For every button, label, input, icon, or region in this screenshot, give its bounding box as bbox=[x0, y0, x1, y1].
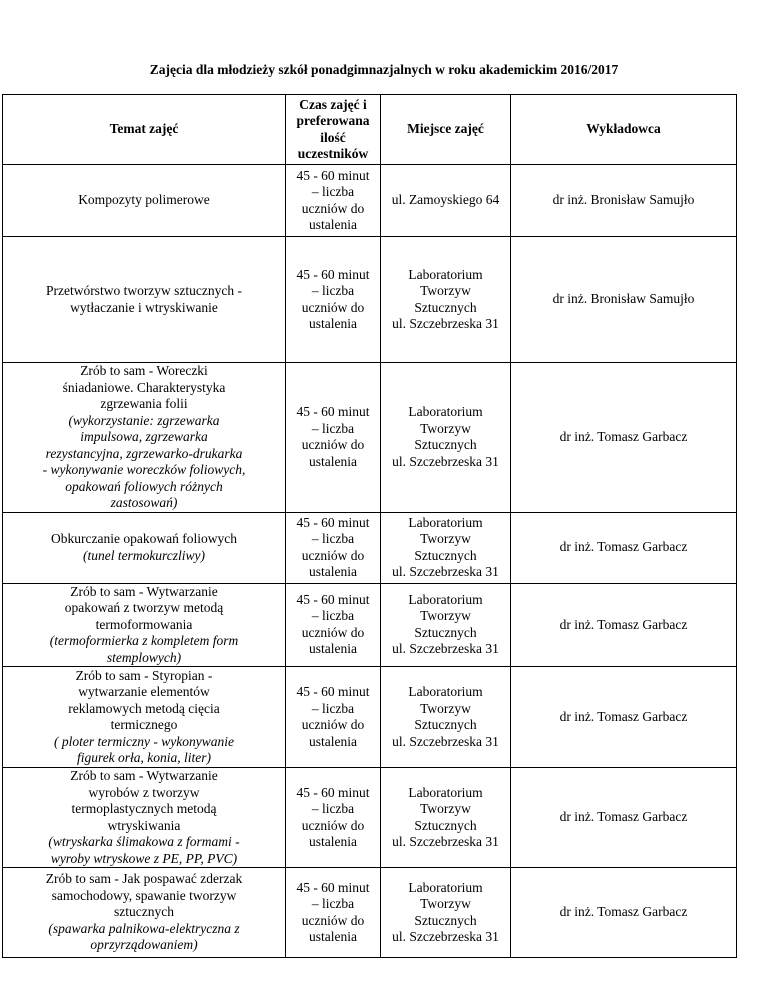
lecturer-cell: dr inż. Tomasz Garbacz bbox=[511, 363, 737, 513]
place-line: Tworzyw bbox=[420, 420, 471, 436]
place-cell bbox=[381, 165, 511, 237]
topic-line: reklamowych metodą cięcia bbox=[68, 700, 220, 716]
time-line: ustalenia bbox=[309, 929, 357, 944]
time-line: uczniów do bbox=[301, 817, 365, 833]
time-line: 45 - 60 minut bbox=[296, 404, 370, 420]
time-cell bbox=[286, 512, 381, 583]
place-line: Laboratorium bbox=[408, 591, 483, 607]
time-line: uczniów do bbox=[301, 437, 365, 453]
time-line: 45 - 60 minut bbox=[296, 684, 370, 699]
topic-note-line: zastosowań) bbox=[110, 495, 178, 510]
header-place: Miejsce zajęć bbox=[381, 95, 511, 165]
place-line: Tworzyw bbox=[420, 700, 471, 716]
topic-cell bbox=[3, 667, 286, 768]
topic-cell bbox=[3, 512, 286, 583]
place-line: Sztucznych bbox=[414, 299, 477, 315]
topic-line: Obkurczanie opakowań foliowych bbox=[51, 531, 237, 546]
lecturer-cell: dr inż. Tomasz Garbacz bbox=[511, 583, 737, 667]
topic-cell bbox=[3, 237, 286, 363]
time-cell bbox=[286, 363, 381, 513]
time-cell bbox=[286, 868, 381, 958]
table-row bbox=[3, 512, 737, 583]
topic-note-line: oprzyrządowaniem) bbox=[90, 937, 198, 953]
place-cell bbox=[381, 363, 511, 513]
topic-cell bbox=[3, 868, 286, 958]
lecturer-cell: dr inż. Bronisław Samujło bbox=[511, 237, 737, 363]
place-line: Laboratorium bbox=[408, 684, 483, 699]
time-line: – liczba bbox=[311, 801, 355, 816]
time-line: uczniów do bbox=[301, 912, 365, 928]
place-line: Sztucznych bbox=[414, 624, 477, 640]
time-line: 45 - 60 minut bbox=[296, 266, 370, 282]
place-line: Tworzyw bbox=[420, 801, 471, 816]
topic-cell bbox=[3, 768, 286, 868]
place-line: ul. Szczebrzeska 31 bbox=[392, 316, 499, 331]
topic-line: śniadaniowe. Charakterystyka bbox=[62, 379, 226, 395]
lecturer-cell: dr inż. Bronisław Samujło bbox=[511, 165, 737, 237]
time-line: – liczba bbox=[311, 184, 355, 199]
topic-line: wytwarzanie elementów bbox=[78, 684, 210, 699]
time-line: ustalenia bbox=[309, 316, 357, 331]
place-line: Laboratorium bbox=[408, 784, 483, 800]
topic-line: wtryskiwania bbox=[107, 817, 181, 833]
table-row bbox=[3, 768, 737, 868]
topic-line: termoformowania bbox=[95, 616, 193, 632]
topic-note-line: (termoformierka z kompletem form bbox=[49, 633, 239, 648]
header-time-line: uczestników bbox=[297, 146, 369, 161]
topic-line: zgrzewania folii bbox=[100, 396, 188, 411]
time-cell bbox=[286, 165, 381, 237]
header-lecturer: Wykładowca bbox=[511, 95, 737, 165]
place-line: Sztucznych bbox=[414, 817, 477, 833]
time-line: 45 - 60 minut bbox=[296, 879, 370, 895]
place-line: ul. Szczebrzeska 31 bbox=[392, 564, 499, 579]
time-line: – liczba bbox=[311, 531, 355, 546]
table-row bbox=[3, 363, 737, 513]
place-line: Tworzyw bbox=[420, 896, 471, 911]
topic-line: termoplastycznych metodą bbox=[71, 801, 217, 816]
schedule-table bbox=[2, 94, 737, 958]
time-line: – liczba bbox=[311, 896, 355, 911]
time-line: uczniów do bbox=[301, 717, 365, 732]
table-row bbox=[3, 667, 737, 768]
topic-cell bbox=[3, 583, 286, 667]
table-row bbox=[3, 165, 737, 237]
topic-cell bbox=[3, 165, 286, 237]
topic-note-line: (spawarka palnikowa-elektryczna z bbox=[48, 920, 240, 936]
topic-note-line: stemplowych) bbox=[106, 649, 182, 665]
table-row bbox=[3, 868, 737, 958]
lecturer-cell: dr inż. Tomasz Garbacz bbox=[511, 868, 737, 958]
place-line: Laboratorium bbox=[408, 266, 483, 282]
topic-note-line: ( ploter termiczny - wykonywanie bbox=[54, 733, 234, 749]
topic-line: sztucznych bbox=[114, 904, 174, 920]
place-line: Sztucznych bbox=[414, 547, 477, 563]
place-line: ul. Zamoyskiego 64 bbox=[391, 192, 500, 208]
place-line: ul. Szczebrzeska 31 bbox=[392, 834, 499, 849]
time-line: – liczba bbox=[311, 420, 355, 436]
topic-note-line: opakowań foliowych różnych bbox=[65, 478, 223, 494]
place-line: Tworzyw bbox=[420, 283, 471, 298]
place-line: Tworzyw bbox=[420, 531, 471, 546]
topic-line: Przetwórstwo tworzyw sztucznych - bbox=[45, 283, 243, 298]
time-line: uczniów do bbox=[301, 200, 365, 216]
place-line: Sztucznych bbox=[414, 437, 477, 453]
topic-line: Zrób to sam - Wytwarzanie bbox=[70, 583, 218, 599]
place-cell bbox=[381, 237, 511, 363]
place-line: Sztucznych bbox=[414, 717, 477, 732]
time-line: 45 - 60 minut bbox=[296, 784, 370, 800]
lecturer-cell: dr inż. Tomasz Garbacz bbox=[511, 667, 737, 768]
time-line: uczniów do bbox=[301, 547, 365, 563]
topic-line: Kompozyty polimerowe bbox=[78, 192, 210, 208]
time-cell bbox=[286, 667, 381, 768]
header-topic: Temat zajęć bbox=[3, 95, 286, 165]
time-line: 45 - 60 minut bbox=[296, 591, 370, 607]
time-line: ustalenia bbox=[309, 733, 357, 749]
header-time-line: preferowana bbox=[296, 113, 370, 128]
lecturer-cell: dr inż. Tomasz Garbacz bbox=[511, 512, 737, 583]
time-line: ustalenia bbox=[309, 834, 357, 849]
header-time bbox=[286, 95, 381, 165]
topic-note-line: wyroby wtryskowe z PE, PP, PVC) bbox=[50, 850, 238, 866]
place-line: Tworzyw bbox=[420, 608, 471, 624]
time-line: 45 - 60 minut bbox=[296, 167, 370, 183]
place-cell bbox=[381, 768, 511, 868]
topic-note-line: (wykorzystanie: zgrzewarka bbox=[68, 412, 220, 428]
time-cell bbox=[286, 768, 381, 868]
time-line: – liczba bbox=[311, 283, 355, 298]
topic-line: termicznego bbox=[110, 717, 178, 732]
topic-cell bbox=[3, 363, 286, 513]
topic-note-line: impulsowa, zgrzewarka bbox=[80, 429, 208, 444]
time-line: – liczba bbox=[311, 608, 355, 624]
place-line: Laboratorium bbox=[408, 404, 483, 420]
topic-line: Zrób to sam - Styropian - bbox=[75, 667, 213, 683]
place-cell bbox=[381, 667, 511, 768]
time-line: uczniów do bbox=[301, 624, 365, 640]
topic-note-line: figurek orła, konia, liter) bbox=[76, 750, 212, 765]
topic-line: Zrób to sam - Jak pospawać zderzak bbox=[45, 871, 243, 887]
topic-note-line: (wtryskarka ślimakowa z formami - bbox=[48, 834, 240, 849]
lecturer-cell: dr inż. Tomasz Garbacz bbox=[511, 768, 737, 868]
header-time-line: Czas zajęć i bbox=[299, 96, 367, 112]
topic-note-line: (tunel termokurczliwy) bbox=[82, 547, 206, 563]
time-line: ustalenia bbox=[309, 564, 357, 579]
place-line: ul. Szczebrzeska 31 bbox=[392, 453, 499, 469]
time-cell bbox=[286, 583, 381, 667]
topic-note-line: - wykonywanie woreczków foliowych, bbox=[42, 462, 246, 477]
topic-line: wyrobów z tworzyw bbox=[88, 784, 200, 800]
topic-line: Zrób to sam - Woreczki bbox=[80, 363, 208, 378]
topic-line: opakowań z tworzyw metodą bbox=[64, 600, 224, 615]
time-cell bbox=[286, 237, 381, 363]
place-line: ul. Szczebrzeska 31 bbox=[392, 733, 499, 749]
time-line: ustalenia bbox=[309, 217, 357, 232]
place-cell bbox=[381, 512, 511, 583]
place-line: ul. Szczebrzeska 31 bbox=[392, 929, 499, 944]
place-line: Laboratorium bbox=[408, 514, 483, 530]
table-row bbox=[3, 583, 737, 667]
header-time-line: ilość bbox=[320, 129, 346, 145]
topic-note-line: rezystancyjna, zgrzewarko-drukarka bbox=[45, 445, 243, 461]
place-cell bbox=[381, 583, 511, 667]
topic-line: wytłaczanie i wtryskiwanie bbox=[70, 299, 218, 315]
table-row bbox=[3, 237, 737, 363]
time-line: – liczba bbox=[311, 700, 355, 716]
place-line: Laboratorium bbox=[408, 879, 483, 895]
time-line: 45 - 60 minut bbox=[296, 514, 370, 530]
place-line: Sztucznych bbox=[414, 912, 477, 928]
place-cell bbox=[381, 868, 511, 958]
topic-line: samochodowy, spawanie tworzyw bbox=[51, 887, 237, 903]
time-line: uczniów do bbox=[301, 299, 365, 315]
table-header-row bbox=[3, 95, 737, 165]
page-title: Zajęcia dla młodzieży szkół ponadgimnazjalnych w roku akademickim 2016/2017 bbox=[149, 62, 619, 77]
place-line: ul. Szczebrzeska 31 bbox=[392, 641, 499, 657]
time-line: ustalenia bbox=[309, 641, 357, 657]
topic-line: Zrób to sam - Wytwarzanie bbox=[70, 768, 218, 783]
time-line: ustalenia bbox=[309, 453, 357, 469]
